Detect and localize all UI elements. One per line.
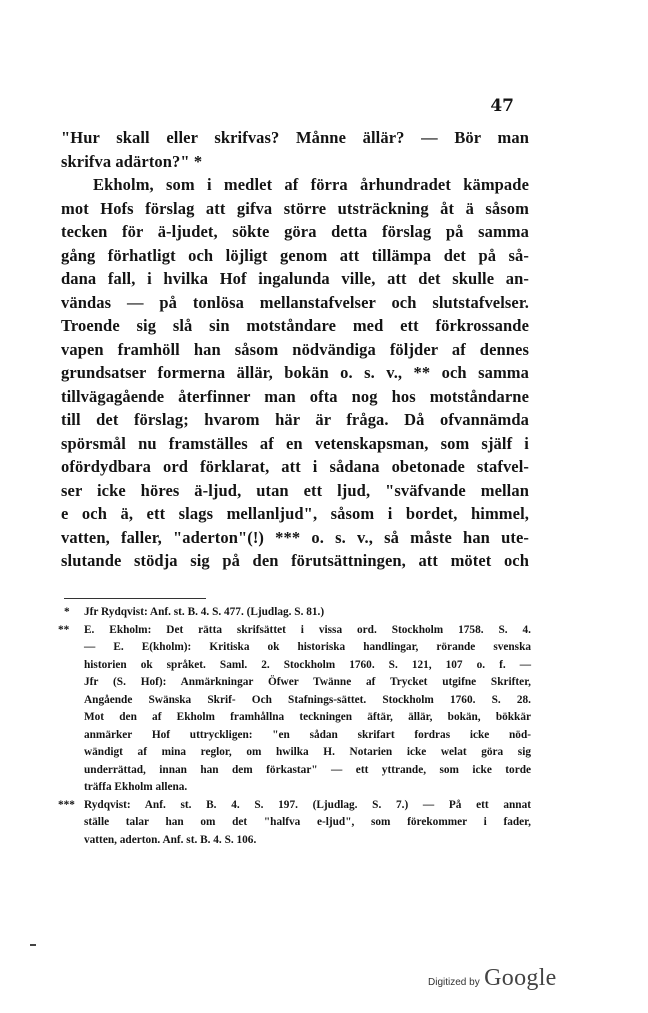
footnote-line: anmärker Hof uttryckligen: "en sådan skrifart fordras icke nöd- [84, 728, 531, 741]
page-number: 47 [490, 96, 514, 116]
footnote-line: Mot den af Ekholm framhållna teckningen äftär, ällär, bokän, bökkär [84, 711, 531, 723]
footnote-line: Jfr (S. Hof): Anmärkningar Öfwer Twänne af Trycket utgifne Skrifter, [84, 676, 531, 688]
footnote-line: vatten, aderton. Anf. st. B. 4. S. 106. [84, 833, 257, 846]
footnote-line: träffa Ekholm allena. [84, 781, 188, 793]
footnote-divider [64, 598, 206, 599]
footnote-line: historien ok språket. Saml. 2. Stockholm 1760. S. 121, 107 o. f. — [84, 658, 531, 671]
footnote-line: Jfr Rydqvist: Anf. st. B. 4. S. 477. (Ljudlag. S. 81.) [84, 606, 325, 618]
footnote-line: Angående Swänska Skrif- Och Stafnings-sättet. Stockholm 1760. S. 28. [84, 693, 531, 706]
body-line: vatten, faller, "aderton"(!) *** o. s. v., så måste han ute- [61, 527, 529, 547]
body-line: spörsmål nu framställes af en vetenskapsman, som själf i [61, 433, 529, 453]
footnote-marker: ** [58, 623, 70, 636]
body-line: till det förslag; hvarom här är fråga. Då ofvannämda [61, 410, 529, 429]
body-line: tillvägagående återfinner man ofta nog hos motståndarne [61, 386, 529, 406]
body-line: Ekholm, som i medlet af förra århundradet kämpade [93, 175, 529, 194]
footnote-line: wändigt af mina reglor, om hwilka H. Notarien icke welat göra sig [84, 746, 531, 758]
body-line: "Hur skall eller skrifvas? Månne ällär? — Bör man [61, 128, 529, 147]
margin-mark [30, 944, 36, 946]
body-line: dana fall, i hvilka Hof ingalunda ville, att det skulle an- [61, 269, 529, 288]
body-line: ofördydbara ord förklarat, att i sådana obetonade stafvel- [61, 457, 529, 476]
body-line: vapen framhöll han såsom nödvändiga följder af dennes [61, 339, 529, 359]
body-line: grundsatser formerna ällär, bokän o. s. v., ** och samma [61, 363, 529, 382]
body-line: e och ä, ett slags mellanljud", såsom i bordet, himmel, [61, 504, 529, 523]
digitized-prefix: Digitized by [428, 977, 480, 988]
footnote-line: underrättad, innan han dem förkastar" — ett yttrande, som icke torde [84, 763, 531, 776]
body-text [61, 126, 529, 573]
footnote-line: — E. E(kholm): Kritiska ok historiska handlingar, rörande svenska [84, 641, 531, 653]
digitized-watermark [428, 965, 557, 992]
body-line: slutande stödja sig på den förutsättningen, att mötet och [61, 551, 529, 570]
body-line: ser icke höres ä-ljud, utan ett ljud, "sväfvande mellan [61, 480, 529, 500]
body-line: skrifva adärton?" * [61, 151, 203, 171]
footnote-1 [64, 604, 531, 622]
footnote-line: Rydqvist: Anf. st. B. 4. S. 197. (Ljudlag. S. 7.) — På ett annat [84, 798, 531, 811]
body-line: mot Hofs förslag att gifva större utsträckning åt ä såsom [61, 198, 529, 218]
body-line: Troende sig slå sin motståndare med ett förkrossande [61, 316, 529, 335]
footnote-3 [58, 797, 531, 815]
footnotes [58, 604, 531, 849]
footnote-marker: *** [58, 798, 75, 811]
body-line: tecken för ä-ljudet, sökte göra detta förslag på samma [61, 222, 529, 241]
footnote-line: ställe talar han om det "halfva e-ljud", som förekommer i fader, [84, 816, 531, 828]
footnote-marker: * [64, 606, 70, 618]
body-line: gång förhatligt och löjligt genom att tillämpa det på så- [61, 245, 529, 265]
body-line: vändas — på tonlösa mellanstafvelser och slutstafvelser. [61, 292, 529, 312]
footnote-2 [58, 622, 531, 640]
footnote-line: E. Ekholm: Det rätta skrifsättet i vissa ord. Stockholm 1758. S. 4. [84, 623, 531, 636]
google-logo: Google [484, 965, 557, 991]
